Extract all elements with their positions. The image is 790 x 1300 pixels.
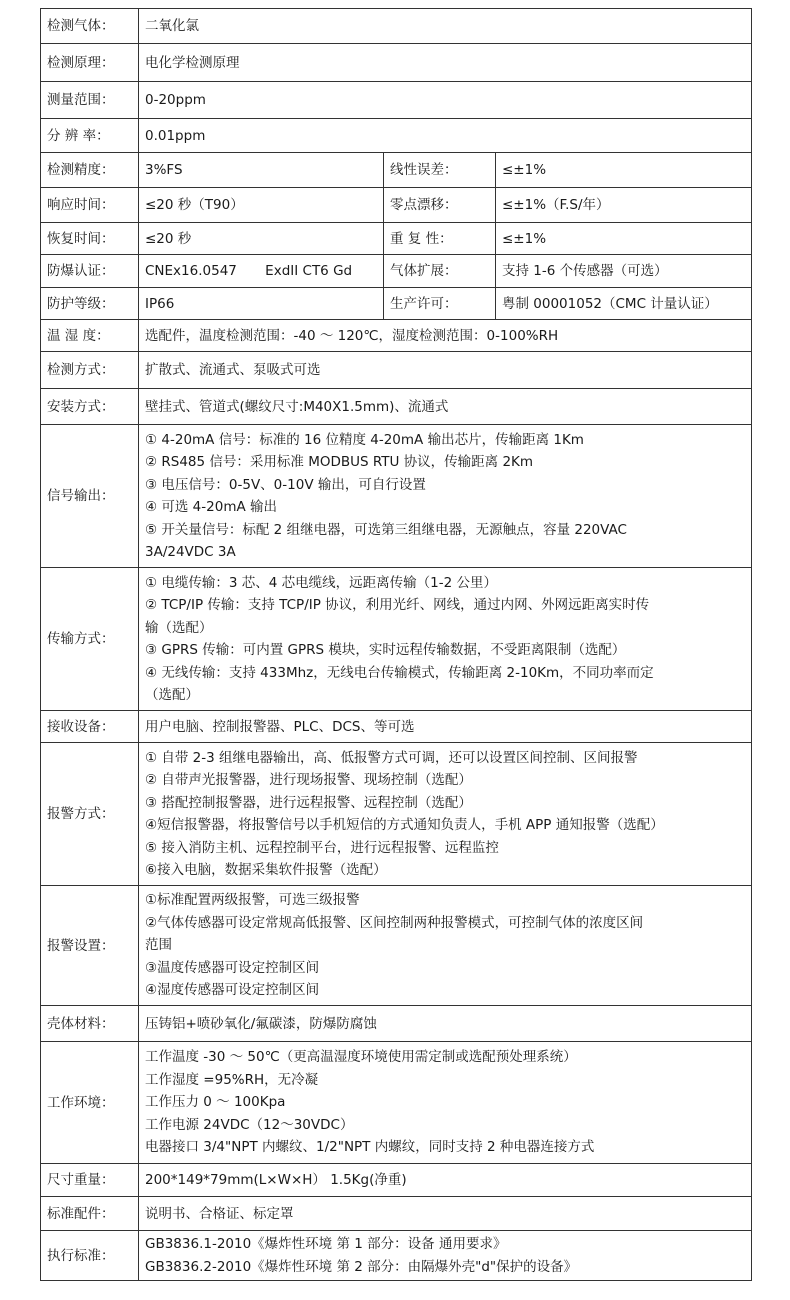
row-label: 报警方式： <box>41 743 139 886</box>
row-label: 壳体材料： <box>41 1006 139 1042</box>
row-value-secondary: ≤±1% <box>496 223 752 255</box>
row-label: 检测原理： <box>41 44 139 82</box>
table-row <box>41 743 752 886</box>
table-row <box>41 188 752 223</box>
row-label: 接收设备： <box>41 711 139 743</box>
list-item: ⑤ 接入消防主机、远程控制平台，进行远程报警、远程监控 <box>145 839 499 856</box>
table-row <box>41 1231 752 1281</box>
row-value: 0.01ppm <box>139 119 752 153</box>
row-label: 尺寸重量： <box>41 1164 139 1197</box>
row-value-secondary: 支持 1-6 个传感器（可选） <box>496 255 752 288</box>
row-value: IP66 <box>139 288 384 320</box>
list-item: ⑥接入电脑，数据采集软件报警（选配） <box>145 862 387 878</box>
table-row <box>41 288 752 320</box>
row-label: 报警设置： <box>41 886 139 1006</box>
table-row <box>41 9 752 44</box>
row-value: 选配件，温度检测范围：-40 ～ 120℃，湿度检测范围：0-100%RH <box>139 320 752 352</box>
row-label: 安装方式： <box>41 389 139 425</box>
row-value: 电化学检测原理 <box>139 44 752 82</box>
row-value-multiline <box>139 886 752 1006</box>
row-value: 0-20ppm <box>139 82 752 119</box>
row-value-multiline <box>139 743 752 886</box>
list-item: ④湿度传感器可设定控制区间 <box>145 982 320 999</box>
row-label: 检测气体： <box>41 9 139 44</box>
list-item: 工作电源 24VDC（12～30VDC） <box>145 1116 354 1133</box>
row-label: 防护等级： <box>41 288 139 320</box>
list-item: ③ GPRS 传输：可内置 GPRS 模块，实时远程传输数据，不受距离限制（选配） <box>145 642 626 658</box>
list-item: （选配） <box>145 687 199 703</box>
list-item: ① 4-20mA 信号：标准的 16 位精度 4-20mA 输出芯片，传输距离 1Km <box>145 431 584 448</box>
row-label: 检测方式： <box>41 352 139 389</box>
list-item: ③ 搭配控制报警器，进行远程报警、远程控制（选配） <box>145 794 472 811</box>
row-value: 扩散式、流通式、泵吸式可选 <box>139 352 752 389</box>
table-row <box>41 44 752 82</box>
list-item: ②气体传感器可设定常规高低报警、区间控制两种报警模式，可控制气体的浓度区间 <box>145 914 644 931</box>
spec-table <box>40 8 752 1281</box>
list-item: 工作压力 0 ～ 100Kpa <box>145 1094 286 1111</box>
row-label: 响应时间： <box>41 188 139 223</box>
list-item: 工作温度 -30 ～ 50℃（更高温湿度环境使用需定制或选配预处理系统） <box>145 1049 577 1066</box>
row-value-secondary: ≤±1%（F.S/年） <box>496 188 752 223</box>
list-item: ①标准配置两级报警，可选三级报警 <box>145 892 360 909</box>
row-label-secondary: 生产许可： <box>384 288 496 320</box>
row-label-secondary: 零点漂移： <box>384 188 496 223</box>
row-value: ≤20 秒（T90） <box>139 188 384 223</box>
row-value: 3%FS <box>139 153 384 188</box>
row-value: 压铸铝+喷砂氧化/氟碳漆，防爆防腐蚀 <box>139 1006 752 1042</box>
row-value: 200*149*79mm(L×W×H） 1.5Kg(净重) <box>139 1164 752 1197</box>
table-row <box>41 1164 752 1197</box>
list-item: 3A/24VDC 3A <box>145 544 236 560</box>
row-value: 二氧化氯 <box>139 9 752 44</box>
row-label-secondary: 线性误差： <box>384 153 496 188</box>
row-value: 说明书、合格证、标定罩 <box>139 1197 752 1231</box>
row-value-secondary: 粤制 00001052（CMC 计量认证） <box>496 288 752 320</box>
list-item: ④ 可选 4-20mA 输出 <box>145 499 278 515</box>
row-label-secondary: 气体扩展： <box>384 255 496 288</box>
table-row <box>41 886 752 1006</box>
row-label: 检测精度： <box>41 153 139 188</box>
list-item: ② TCP/IP 传输：支持 TCP/IP 协议，利用光纤、网线，通过内网、外网远距离实时传 <box>145 597 650 613</box>
table-row <box>41 82 752 119</box>
list-item: 范围 <box>145 937 172 954</box>
list-item: GB3836.1-2010《爆炸性环境 第 1 部分：设备 通用要求》 <box>145 1236 507 1252</box>
table-row <box>41 153 752 188</box>
table-row <box>41 1006 752 1042</box>
table-row <box>41 1042 752 1164</box>
list-item: 电器接口 3/4"NPT 内螺纹、1/2"NPT 内螺纹，同时支持 2 种电器连接方式 <box>145 1139 595 1156</box>
row-label: 信号输出： <box>41 425 139 568</box>
table-row <box>41 320 752 352</box>
list-item: 输（选配） <box>145 619 213 636</box>
row-label: 温 湿 度： <box>41 320 139 352</box>
table-row <box>41 119 752 153</box>
list-item: 工作湿度 =95%RH，无冷凝 <box>145 1071 319 1088</box>
list-item: GB3836.2-2010《爆炸性环境 第 2 部分：由隔爆外壳"d"保护的设备》 <box>145 1258 578 1275</box>
row-value-secondary: ≤±1% <box>496 153 752 188</box>
list-item: ① 自带 2-3 组继电器输出，高、低报警方式可调，还可以设置区间控制、区间报警 <box>145 749 638 766</box>
row-label: 工作环境： <box>41 1042 139 1164</box>
table-row <box>41 255 752 288</box>
row-value: 用户电脑、控制报警器、PLC、DCS、等可选 <box>139 711 752 743</box>
table-row <box>41 389 752 425</box>
row-value-multiline <box>139 568 752 711</box>
table-row <box>41 711 752 743</box>
list-item: ⑤ 开关量信号：标配 2 组继电器，可选第三组继电器，无源触点，容量 220VAC <box>145 521 627 538</box>
list-item: ① 电缆传输：3 芯、4 芯电缆线，远距离传输（1-2 公里） <box>145 574 497 591</box>
row-label: 防爆认证： <box>41 255 139 288</box>
list-item: ③温度传感器可设定控制区间 <box>145 959 320 976</box>
row-label-secondary: 重 复 性： <box>384 223 496 255</box>
row-label: 标准配件： <box>41 1197 139 1231</box>
list-item: ② RS485 信号：采用标准 MODBUS RTU 协议，传输距离 2Km <box>145 454 534 470</box>
table-row <box>41 223 752 255</box>
row-label: 测量范围： <box>41 82 139 119</box>
row-value: ≤20 秒 <box>139 223 384 255</box>
row-value-multiline <box>139 425 752 568</box>
row-label: 恢复时间： <box>41 223 139 255</box>
list-item: ④ 无线传输：支持 433Mhz，无线电台传输模式，传输距离 2-10Km，不同功率而定 <box>145 664 654 681</box>
list-item: ② 自带声光报警器，进行现场报警、现场控制（选配） <box>145 772 472 788</box>
row-label: 执行标准： <box>41 1231 139 1281</box>
row-value-multiline <box>139 1231 752 1281</box>
list-item: ③ 电压信号：0-5V、0-10V 输出，可自行设置 <box>145 476 426 493</box>
row-label: 传输方式： <box>41 568 139 711</box>
table-row <box>41 1197 752 1231</box>
row-label: 分 辨 率： <box>41 119 139 153</box>
table-row <box>41 425 752 568</box>
cert-number: CNEx16.0547 <box>145 263 237 279</box>
row-value <box>139 255 384 288</box>
table-row <box>41 352 752 389</box>
table-row <box>41 568 752 711</box>
row-value: 壁挂式、管道式(螺纹尺寸:M40X1.5mm)、流通式 <box>139 389 752 425</box>
list-item: ④短信报警器，将报警信号以手机短信的方式通知负责人，手机 APP 通知报警（选配） <box>145 817 664 833</box>
row-value-multiline <box>139 1042 752 1164</box>
cert-mark: ExdII CT6 Gd <box>265 263 353 279</box>
